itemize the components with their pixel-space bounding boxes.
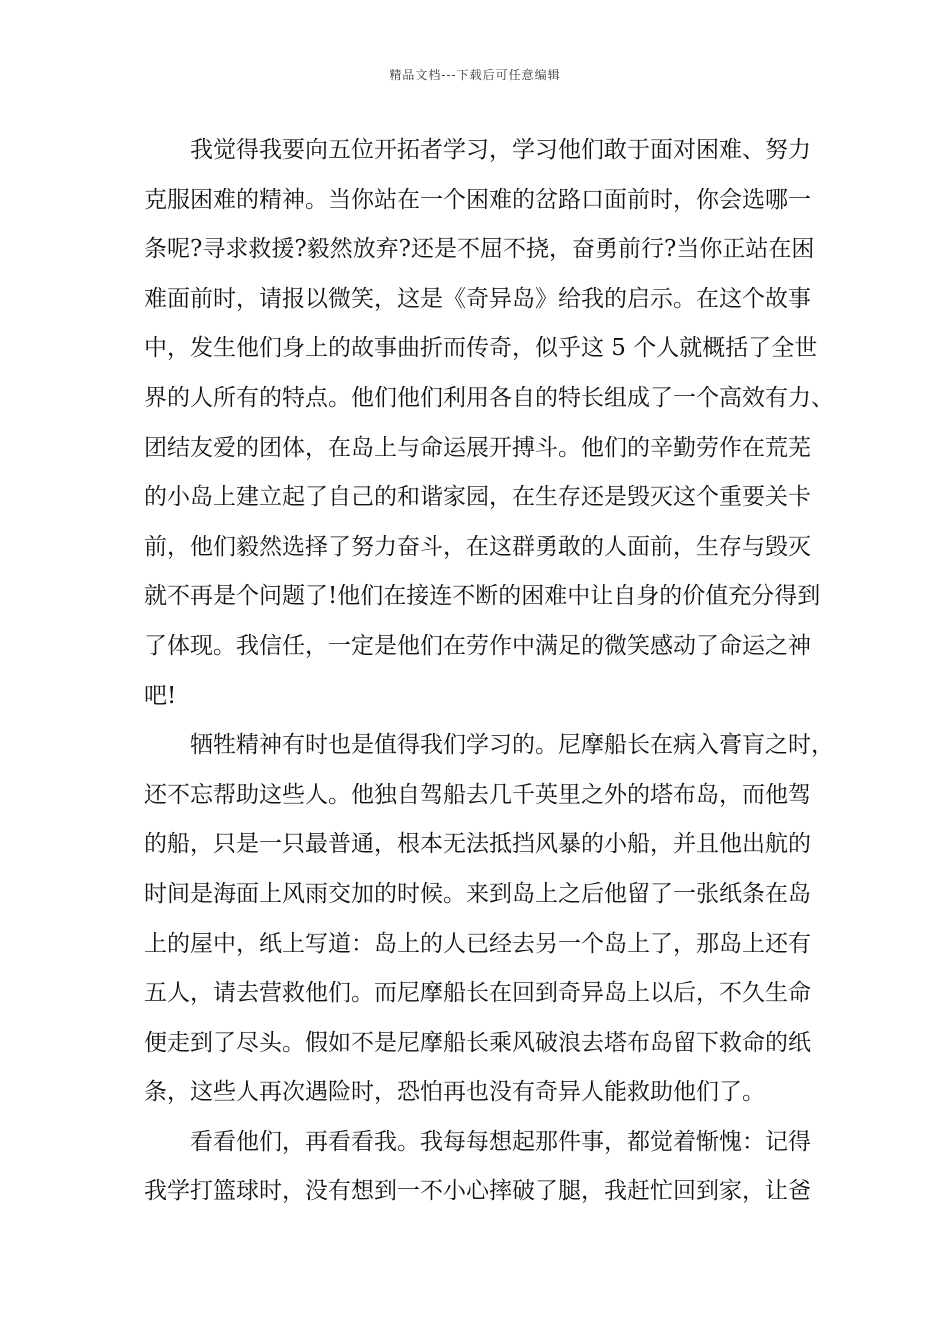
document-body — [144, 126, 834, 1217]
text-line: 五人，请去营救他们。而尼摩船长在回到奇异岛上以后，不久生命 — [144, 980, 811, 1007]
text-line: 就不再是个问题了!他们在接连不断的困难中让自身的价值充分得到 — [144, 583, 821, 610]
text-line: 前，他们毅然选择了努力奋斗，在这群勇敢的人面前，生存与毁灭 — [144, 533, 811, 560]
text-line: 了体现。我信任，一定是他们在劳作中满足的微笑感动了命运之神 — [144, 632, 811, 659]
text-line: 看看他们，再看看我。我每每想起那件事，都觉着惭愧：记得 — [190, 1128, 811, 1155]
text-line: 中，发生他们身上的故事曲折而传奇，似乎这 5 个人就概括了全世 — [144, 335, 818, 362]
text-line: 团结友爱的团体，在岛上与命运展开搏斗。他们的辛勤劳作在荒芜 — [144, 434, 811, 461]
page-header: 精品文档---下载后可任意编辑 — [389, 68, 561, 82]
text-line: 我学打篮球时，没有想到一不小心摔破了腿，我赶忙回到家，让爸 — [144, 1178, 811, 1205]
paragraph-3 — [144, 1118, 810, 1217]
text-line: 上的屋中，纸上写道：岛上的人已经去另一个岛上了，那岛上还有 — [144, 930, 811, 957]
text-line: 克服困难的精神。当你站在一个困难的岔路口面前时，你会选哪一 — [144, 186, 811, 213]
text-line: 条呢?寻求救援?毅然放弃?还是不屈不挠，奋勇前行?当你正站在困 — [144, 236, 815, 263]
text-line: 牺牲精神有时也是值得我们学习的。尼摩船长在病入膏肓之时， — [190, 732, 834, 759]
text-line: 我觉得我要向五位开拓者学习，学习他们敢于面对困难、努力 — [190, 137, 811, 163]
text-line: 还不忘帮助这些人。他独自驾船去几千英里之外的塔布岛，而他驾 — [144, 781, 811, 808]
text-line: 吧! — [144, 682, 177, 709]
text-line: 的小岛上建立起了自己的和谐家园，在生存还是毁灭这个重要关卡 — [144, 484, 811, 511]
text-line: 的船，只是一只最普通，根本无法抵挡风暴的小船，并且他出航的 — [144, 831, 811, 858]
text-line: 时间是海面上风雨交加的时候。来到岛上之后他留了一张纸条在岛 — [144, 880, 811, 907]
text-line: 难面前时，请报以微笑，这是《奇异岛》给我的启示。在这个故事 — [144, 285, 811, 312]
text-line: 条，这些人再次遇险时，恐怕再也没有奇异人能救助他们了。 — [144, 1079, 765, 1106]
text-line: 便走到了尽头。假如不是尼摩船长乘风破浪去塔布岛留下救命的纸 — [144, 1029, 811, 1056]
paragraph-2 — [144, 721, 834, 1118]
paragraph-1 — [144, 126, 834, 721]
text-line: 界的人所有的特点。他们他们利用各自的特长组成了一个高效有力、 — [144, 384, 834, 411]
